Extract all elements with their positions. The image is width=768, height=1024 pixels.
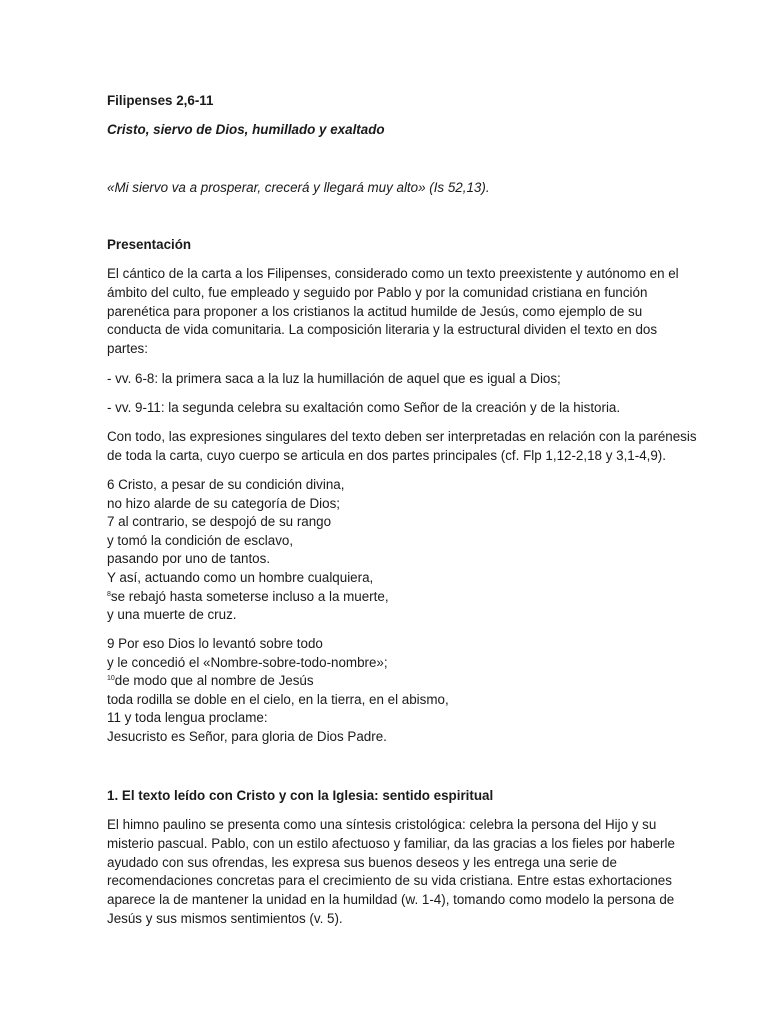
section-1-paragraph	[107, 816, 675, 929]
paragraph-line: parenética para proponer a los cristianos la actitud humilde de Jesús, como ejemplo de su	[107, 303, 643, 319]
hymn-line: pasando por uno de tantos.	[107, 551, 271, 567]
verse-number: 10	[107, 675, 115, 683]
paragraph-line: ayudado con sus ofrendas, les expresa sus buenos deseos y les entrega una serie de	[107, 854, 617, 870]
paragraph-line: de toda la carta, cuyo cuerpo se articula en dos partes principales (cf. Flp 1,12-2,18 y 3,1-4,9).	[107, 447, 666, 463]
hymn-stanza-2	[107, 635, 652, 747]
paragraph-line: El cántico de la carta a los Filipenses, considerado como un texto preexistente y autónomo en el	[107, 266, 679, 281]
paragraph-line: El himno paulino se presenta como una síntesis cristológica: celebra la persona del Hijo y su	[107, 817, 657, 832]
paragraph-line: Jesús y sus mismos sentimientos (v. 5).	[107, 910, 343, 926]
verse-text: de modo que al nombre de Jesús	[114, 673, 314, 689]
hymn-line	[107, 588, 652, 607]
structure-item-2: - vv. 9-11: la segunda celebra su exaltación como Señor de la creación y de la historia.	[107, 400, 621, 415]
presentation-intro-paragraph	[107, 265, 679, 359]
hymn-line: toda rodilla se doble en el cielo, en la tierra, en el abismo,	[107, 691, 449, 707]
paragraph-line: Con todo, las expresiones singulares del texto deben ser interpretadas en relación con la parénesis	[107, 429, 697, 444]
hymn-line: y tomó la condición de esclavo,	[107, 532, 294, 548]
hymn-line: y una muerte de cruz.	[107, 607, 237, 623]
hymn-stanza-1	[107, 476, 652, 625]
hymn-line: 11 y toda lengua proclame:	[107, 710, 268, 726]
presentation-note-paragraph	[107, 428, 697, 466]
paragraph-line: ámbito del culto, fue empleado y seguido por Pablo y por la comunidad cristiana en función	[107, 284, 648, 300]
paragraph-line: partes:	[107, 341, 148, 357]
paragraph-line: misterio pascual. Pablo, con un estilo afectuoso y familiar, da las gracias a los fieles por haberle	[107, 835, 675, 851]
hymn-line: Jesucristo es Señor, para gloria de Dios Padre.	[107, 728, 387, 744]
section-1-heading: 1. El texto leído con Cristo y con la Iglesia: sentido espiritual	[107, 788, 494, 803]
hymn-line: y le concedió el «Nombre-sobre-todo-nombre»;	[107, 654, 388, 670]
paragraph-line: conducta de vida comunitaria. La composición literaria y la estructural dividen el texto en dos	[107, 322, 658, 338]
hymn-line: 9 Por eso Dios lo levantó sobre todo	[107, 636, 323, 651]
hymn-line: 7 al contrario, se despojó de su rango	[107, 514, 332, 530]
paragraph-line: recomendaciones concretas para el crecimiento de su vida cristiana. Entre estas exhortaciones	[107, 873, 672, 889]
hymn-line: 6 Cristo, a pesar de su condición divina,	[107, 477, 345, 492]
hymn-line: no hizo alarde de su categoría de Dios;	[107, 495, 340, 511]
paragraph-line: aparece la de mantener la unidad en la humildad (w. 1-4), tomando como modelo la persona de	[107, 892, 675, 908]
document-title: Filipenses 2,6-11	[107, 93, 214, 108]
hymn-line	[107, 672, 652, 691]
verse-number: 8	[107, 590, 111, 598]
structure-item-1: - vv. 6-8: la primera saca a la luz la humillación de aquel que es igual a Dios;	[107, 371, 561, 386]
presentation-heading: Presentación	[107, 237, 192, 252]
verse-text: se rebajó hasta someterse incluso a la muerte,	[110, 588, 389, 604]
epigraph-quote: «Mi siervo va a prosperar, crecerá y llegará muy alto» (Is 52,13).	[107, 180, 490, 195]
hymn-line: Y así, actuando como un hombre cualquiera,	[107, 569, 374, 585]
document-subtitle: Cristo, siervo de Dios, humillado y exaltado	[107, 122, 385, 137]
